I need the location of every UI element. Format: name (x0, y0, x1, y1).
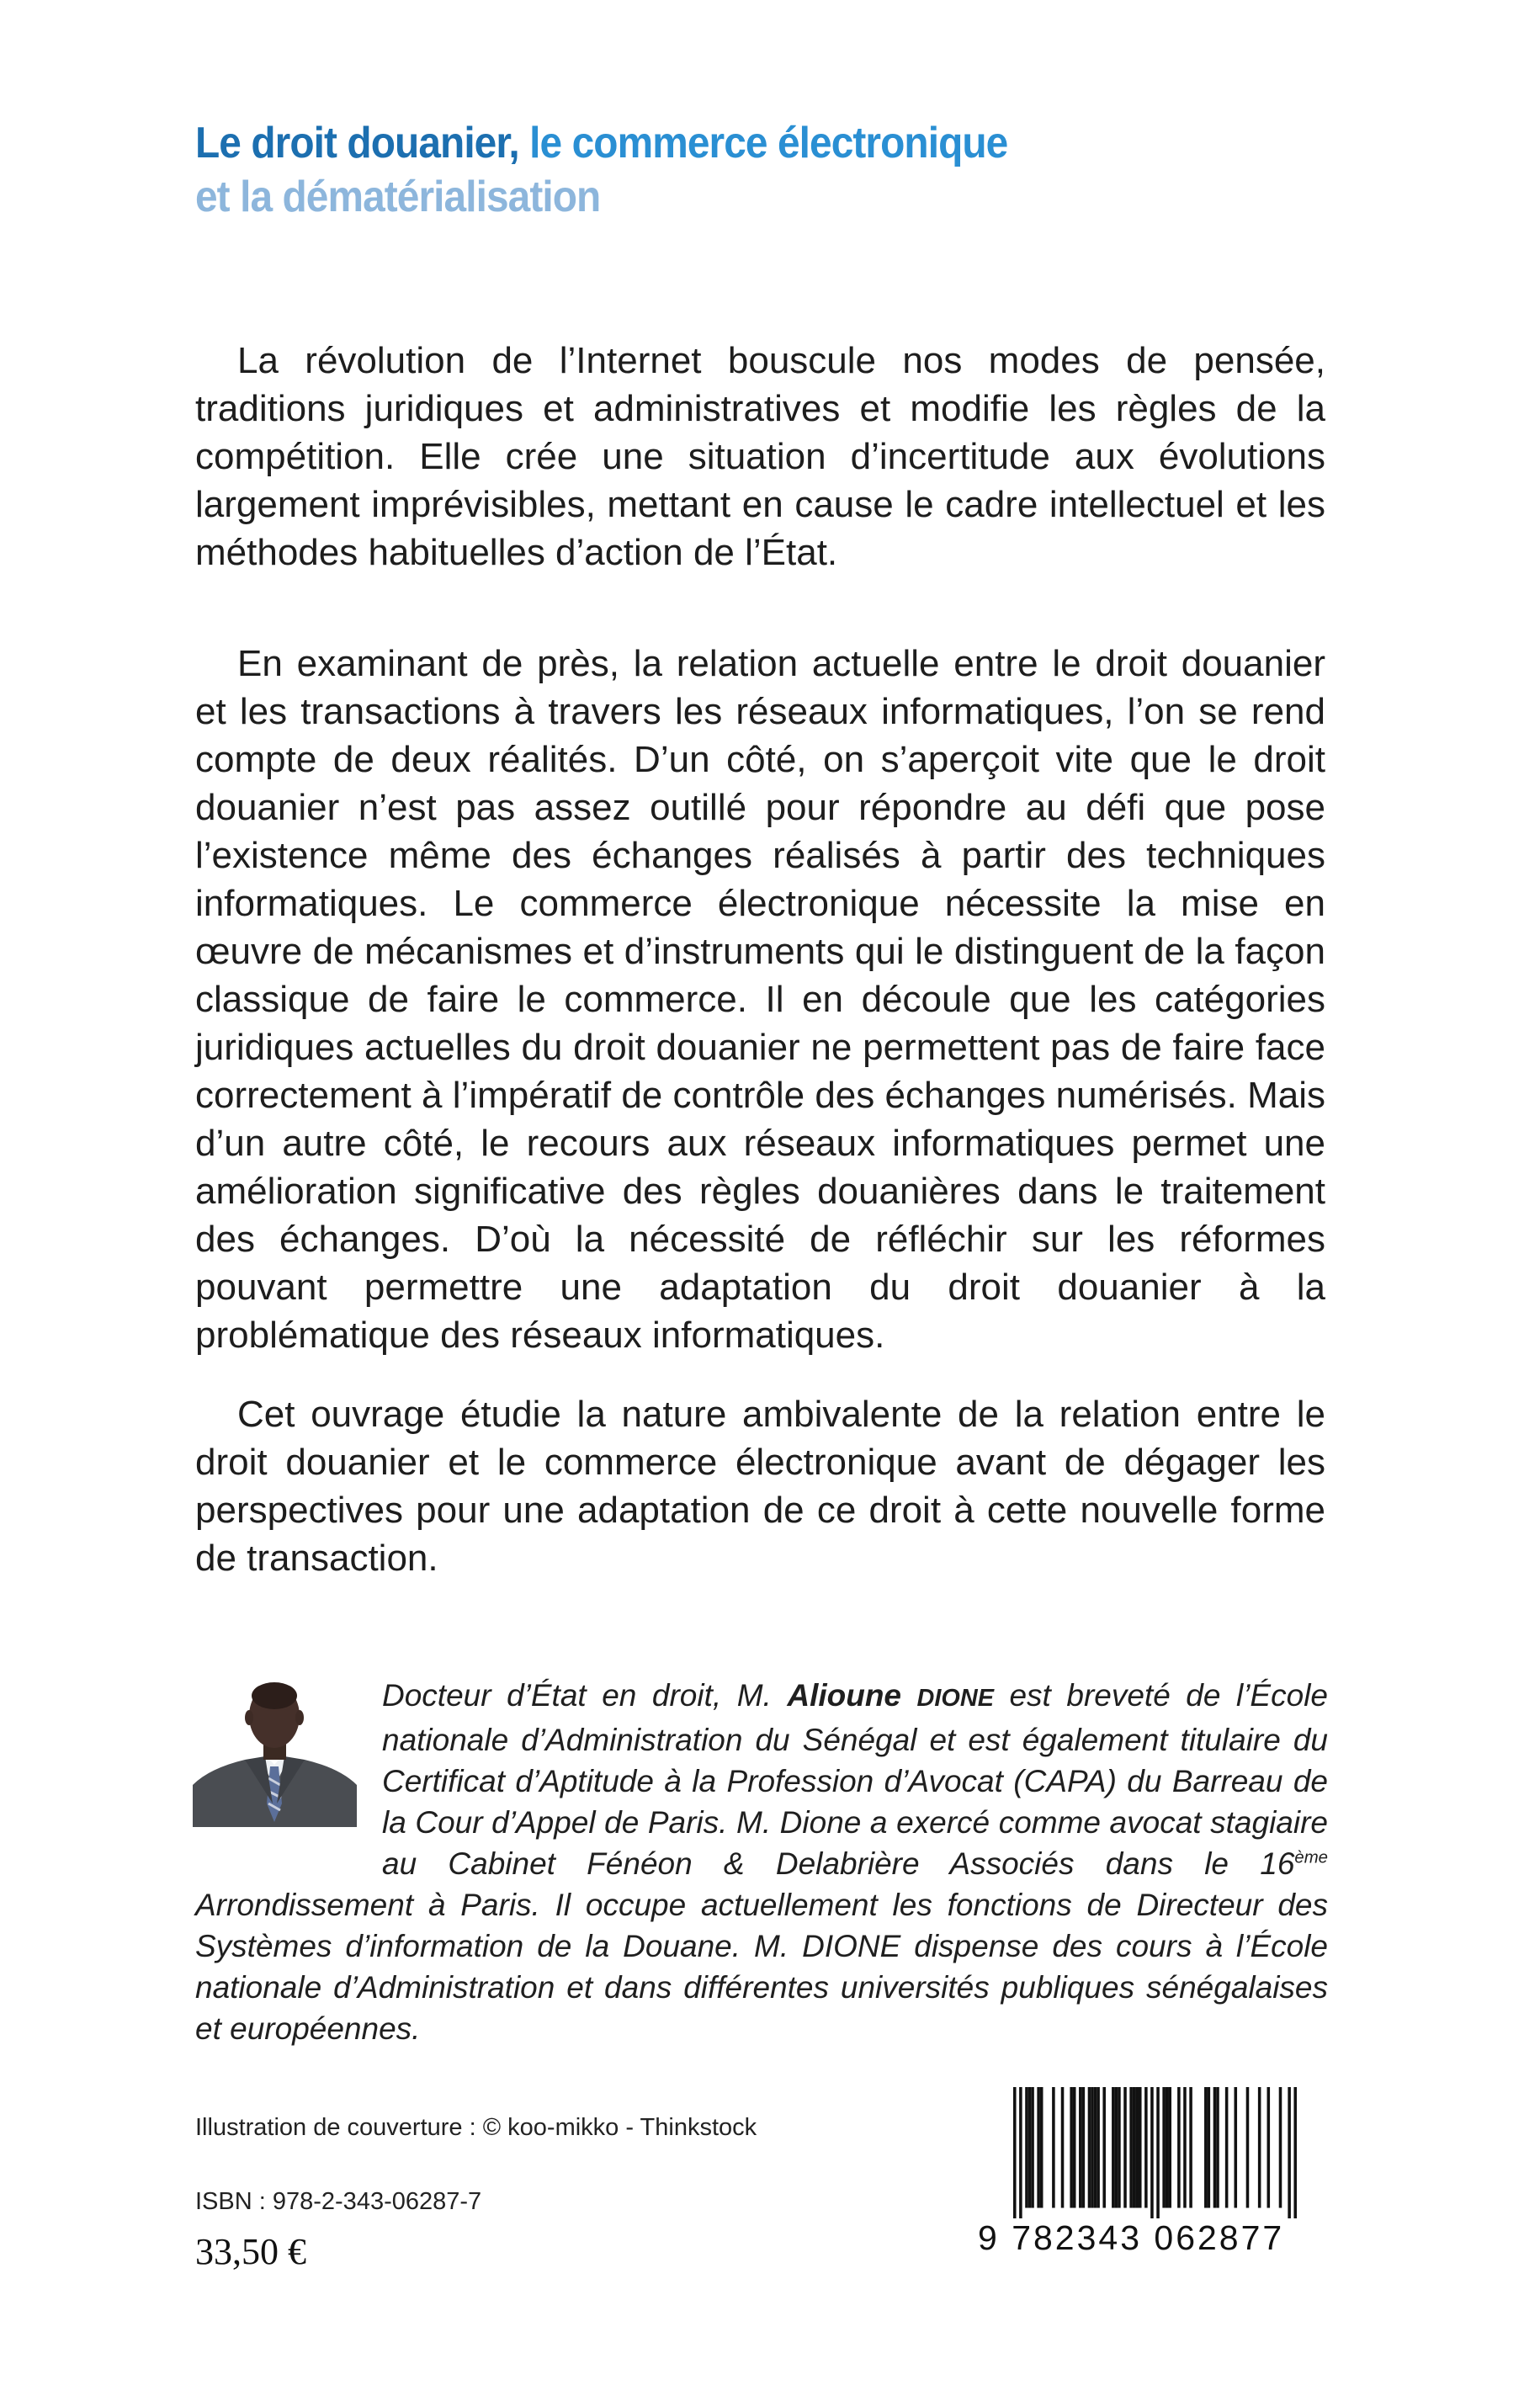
barcode-bar (1040, 2087, 1043, 2208)
bio-part-2: Arrondissement à Paris. Il occupe actuellement les fonctions de Directeur des Systèmes d’information de la Douane. M. DIONE dispense des cours à l’École nationale d’Administration et dans différentes universités publiques sénégalaises et européennes. (195, 1888, 1328, 2046)
barcode-bar (1288, 2087, 1291, 2218)
author-first-name: Alioune (787, 1678, 917, 1713)
barcode-bar (1094, 2087, 1097, 2208)
barcode-bar (1073, 2087, 1076, 2208)
barcode-bar (1168, 2087, 1171, 2208)
barcode-bar (1079, 2087, 1082, 2208)
barcode-bar (1031, 2087, 1034, 2208)
summary-paragraph-3: Cet ouvrage étudie la nature ambivalente de la relation entre le droit douanier et le commerce électronique avant de dégager les perspectives pour une adaptation de ce droit à cette nouvelle forme de transaction. (195, 1394, 1325, 1579)
author-bio (195, 1675, 1328, 2049)
barcode-bar (1013, 2087, 1017, 2218)
barcode-bar (1070, 2087, 1073, 2208)
barcode-bar (1225, 2087, 1229, 2208)
title-part-2: le commerce électronique (518, 119, 1008, 167)
barcode-bar (1279, 2087, 1282, 2208)
barcode-bar (1115, 2087, 1118, 2208)
barcode-bar (1097, 2087, 1100, 2208)
barcode-bar (1177, 2087, 1181, 2208)
barcode-bar (1133, 2087, 1136, 2208)
author-last-name: DIONE (916, 1685, 994, 1712)
barcode-bar (1061, 2087, 1065, 2208)
barcode-bar (1258, 2087, 1261, 2208)
barcode-bar (1112, 2087, 1115, 2208)
barcode-bar (1088, 2087, 1091, 2208)
barcode-bar (1123, 2087, 1127, 2208)
title-part-1: Le droit douanier, (195, 119, 519, 167)
photo-wrap-space (195, 1675, 382, 1872)
author-name (787, 1678, 994, 1713)
price: 33,50 € (195, 2231, 306, 2272)
barcode-bar (1213, 2087, 1217, 2208)
barcode-bar (1139, 2087, 1142, 2208)
barcode-bar (1183, 2087, 1187, 2208)
barcode-bar (1235, 2087, 1238, 2208)
barcode-bar (1037, 2087, 1040, 2208)
barcode-bar (1162, 2087, 1166, 2208)
barcode-bar (1091, 2087, 1094, 2208)
bio-superscript: ème (1294, 1848, 1328, 1867)
barcode-digits: 9 782343 062877 (978, 2218, 1285, 2257)
barcode-bar (1025, 2087, 1028, 2208)
barcode-bar (1208, 2087, 1211, 2208)
book-title (195, 116, 1007, 224)
summary-paragraph-1: La révolution de l’Internet bouscule nos modes de pensée, traditions juridiques et administratives et modifie les règles de la compétition. Elle crée une situation d’incertitude aux évolutions largement imprévisibles, mettant en cause le cadre intellectuel et les méthodes habituelles d’action de l’État. (195, 340, 1325, 573)
summary-paragraph-2: En examinant de près, la relation actuelle entre le droit douanier et les transactions à travers les réseaux informatiques, l’on se rend compte de deux réalités. D’un côté, on s’aperçoit vite que le droit douanier n’est pas assez outillé pour répondre au défi que pose l’existence même des échanges réalisés à partir des techniques informatiques. Le commerce électronique nécessite la mise en œuvre de mécanismes et d’instruments qui le distinguent de la façon classique de faire le commerce. Il en découle que les catégories juridiques actuelles du droit douanier ne permettent pas de faire face correctement à l’impératif de contrôle des échanges numérisés. Mais d’un autre côté, le recours aux réseaux informatiques permet une amélioration significative des règles douanières dans le traitement des échanges. D’où la nécessité de réfléchir sur les réformes pouvant permettre une adaptation du droit douanier à la problématique des réseaux informatiques. (195, 643, 1325, 1356)
barcode-bar (1102, 2087, 1106, 2208)
barcode-bar (1144, 2087, 1148, 2208)
isbn: ISBN : 978-2-343-06287-7 (195, 2188, 482, 2215)
barcode-bar (1189, 2087, 1192, 2208)
barcode-bar (1150, 2087, 1154, 2218)
bio-part-1: est breveté de l’École nationale d’Administration du Sénégal et est également titulaire du Certificat d’Aptitude à la Profession d’Avocat (CAPA) du Barreau de la Cour d’Appel de Paris. M. Dione a exercé comme avocat stagiaire au Cabinet Fénéon & Delabrière Associés dans le 16 (382, 1678, 1328, 1881)
barcode-bar (1028, 2087, 1032, 2208)
barcode-bars-icon (1013, 2087, 1297, 2218)
barcode-bar (1204, 2087, 1208, 2208)
barcode-bar (1166, 2087, 1169, 2208)
barcode-bar (1293, 2087, 1297, 2218)
cover-illustration-credit: Illustration de couverture : © koo-mikko - Thinkstock (195, 2114, 757, 2141)
barcode-bar (1118, 2087, 1121, 2208)
barcode-bar (1129, 2087, 1133, 2208)
barcode (978, 2087, 1302, 2255)
barcode-bar (1135, 2087, 1139, 2208)
barcode-bar (1082, 2087, 1086, 2208)
bio-lead: Docteur d’État en droit, M. (382, 1678, 788, 1713)
barcode-bar (1267, 2087, 1271, 2208)
barcode-bar (1019, 2087, 1022, 2218)
barcode-bar (1052, 2087, 1055, 2208)
title-part-3: et la dématérialisation (195, 173, 601, 221)
barcode-bar (1156, 2087, 1160, 2218)
barcode-bar (1216, 2087, 1219, 2208)
barcode-bar (1246, 2087, 1250, 2208)
